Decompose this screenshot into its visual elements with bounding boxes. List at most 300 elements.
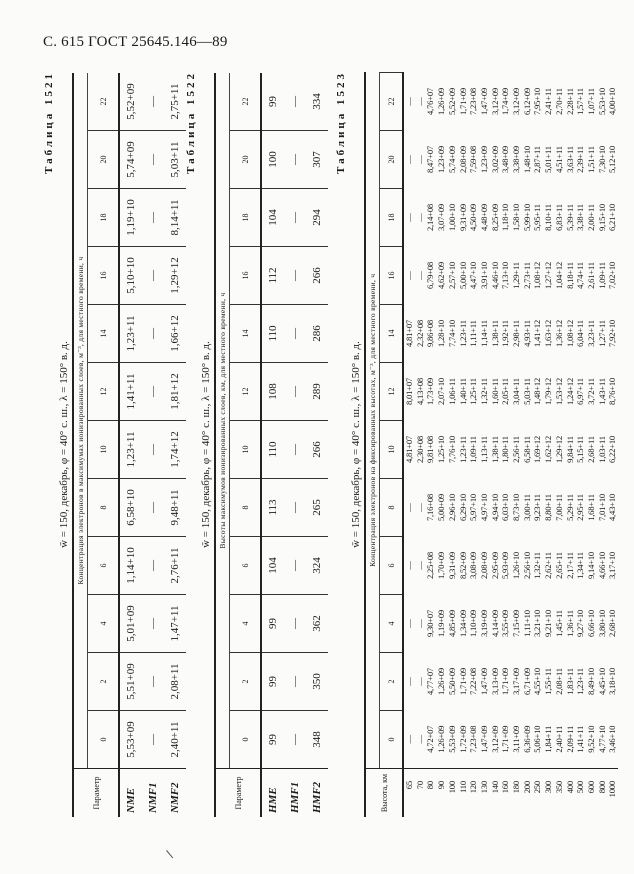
cell-value: 1,24+12 <box>564 377 575 406</box>
group-header: Концентрация электронов в максимумах ионизированных слоев, м⁻³, для местного времени, ч <box>73 73 88 769</box>
header-row-times <box>88 73 120 817</box>
cell-value: 294 <box>306 189 328 247</box>
cell-value: 4,72+07 <box>425 725 436 753</box>
cell-value: 3,19+09 <box>478 609 489 638</box>
cell-value: — <box>284 363 306 421</box>
cell-value: — <box>142 189 164 247</box>
cell-value: 9,30+07 <box>425 609 436 638</box>
cell-value: 2,56+11 <box>511 436 522 463</box>
cell-value: 1,71+09 <box>457 87 468 116</box>
row-label: 70 <box>415 769 426 818</box>
cell-value: 3,02+09 <box>489 145 500 174</box>
cell-value: 286 <box>306 305 328 363</box>
cell-value: 1,41+12 <box>532 319 543 348</box>
cell-value: 9,84+11 <box>564 436 575 463</box>
cell-value: 1,09+11 <box>468 436 479 463</box>
cell-value: 2,17+11 <box>564 552 575 579</box>
cell-value: 6,03+10 <box>500 493 511 522</box>
cell-value: 5,52+09 <box>446 87 457 116</box>
cell-value: 3,63+11 <box>564 146 575 173</box>
table-1522 <box>214 73 328 817</box>
cell-value: 5,03+11 <box>164 131 186 189</box>
cell-value: 104 <box>261 189 284 247</box>
row-label: 180 <box>511 769 522 818</box>
cell-value: 2,68+11 <box>585 436 596 463</box>
cell-value: — <box>284 421 306 479</box>
table-row <box>415 73 426 818</box>
cell-value: — <box>284 247 306 305</box>
cell-value: 8,76+10 <box>607 377 618 406</box>
cell-value: — <box>142 363 164 421</box>
cell-value: — <box>142 421 164 479</box>
cell-value: 1,08+12 <box>564 319 575 348</box>
time-header: 22 <box>380 73 404 131</box>
cell-value: 1,40+11 <box>457 378 468 405</box>
cell-value: 7,30+10 <box>596 145 607 174</box>
cell-value: 1,74+09 <box>500 87 511 116</box>
cell-value: — <box>142 305 164 363</box>
time-header: 20 <box>230 131 262 189</box>
cell-value: 1,19+10 <box>119 189 142 247</box>
table-caption: Таблица 1522 <box>185 71 197 174</box>
cell-value: — <box>284 305 306 363</box>
cell-value: — <box>284 537 306 595</box>
row-label: 800 <box>597 769 608 818</box>
cell-value: 1,26+09 <box>436 87 447 116</box>
row-label: 160 <box>500 769 511 818</box>
cell-value: 5,52+09 <box>125 83 137 120</box>
row-label: 80 <box>425 769 436 818</box>
param-header: Параметр <box>215 769 261 818</box>
cell-value: 2,61+11 <box>585 262 596 289</box>
cell-value: 5,00+10 <box>457 261 468 290</box>
cell-value: 100 <box>261 131 284 189</box>
table-1523-block <box>335 67 618 822</box>
table-row <box>164 73 186 817</box>
table-row <box>447 73 458 818</box>
cell-value: 1,60+11 <box>489 378 500 405</box>
header-row-times <box>230 73 262 817</box>
cell-value: 1,55+11 <box>543 668 554 695</box>
cell-value: 2,70+11 <box>553 88 564 115</box>
cell-value: 2,96+10 <box>446 493 457 522</box>
cell-value: 4,66+10 <box>596 551 607 580</box>
cell-value: 2,40+11 <box>553 725 564 753</box>
cell-value: 2,95+11 <box>575 494 586 521</box>
header-row-group <box>73 73 88 817</box>
time-header: 4 <box>380 595 404 653</box>
cell-value: 2,62+11 <box>543 552 554 579</box>
time-header: 12 <box>88 363 120 421</box>
time-header: 22 <box>230 73 262 131</box>
cell-value: 4,81+07 <box>404 319 414 348</box>
cell-value: 8,73+10 <box>511 493 522 522</box>
time-header: 2 <box>380 653 404 711</box>
time-header: 18 <box>88 189 120 247</box>
cell-value: 104 <box>261 537 284 595</box>
cell-value: 2,98+11 <box>511 320 522 347</box>
cell-value: 1,84+11 <box>543 725 554 753</box>
cell-value: — <box>404 503 414 512</box>
table-1521 <box>72 73 186 817</box>
cell-value: 1,10+09 <box>468 609 479 638</box>
time-header: 2 <box>88 653 120 711</box>
cell-value: 1,58+10 <box>511 203 522 232</box>
cell-value: 1,18+10 <box>500 203 511 232</box>
cell-value: 1,48+12 <box>532 377 543 406</box>
table-row <box>425 73 436 818</box>
cell-value: 1,26+09 <box>436 667 447 696</box>
row-label: HMF1 <box>284 769 306 818</box>
cell-value: 1,57+11 <box>575 88 586 115</box>
time-header: 14 <box>380 305 404 363</box>
cell-value: 1,00+10 <box>446 203 457 232</box>
cell-value: 1,38+11 <box>489 320 500 347</box>
cell-value: 3,55+09 <box>500 609 511 638</box>
cell-value: 2,14+08 <box>425 203 436 232</box>
cell-value: 4,74+11 <box>575 262 586 289</box>
cell-value: — <box>414 735 425 744</box>
time-header: 6 <box>230 537 262 595</box>
cell-value: 1,26+09 <box>436 725 447 753</box>
row-label: NMF1 <box>142 769 164 818</box>
cell-value: — <box>142 479 164 537</box>
table-row <box>511 73 522 818</box>
cell-value: — <box>404 735 414 744</box>
cell-value: 9,48+11 <box>164 479 186 537</box>
cell-value: 2,30+08 <box>414 435 425 464</box>
cell-value: 5,03+11 <box>521 378 532 405</box>
pen-mark <box>166 844 181 859</box>
header-row-times <box>380 73 404 818</box>
cell-value: — <box>289 96 301 107</box>
cell-value: 1,23+11 <box>119 305 142 363</box>
table-row <box>532 73 543 818</box>
cell-value: 1,63+12 <box>543 319 554 348</box>
cell-value: 2,87+11 <box>532 146 543 173</box>
cell-value: 307 <box>306 131 328 189</box>
cell-value: 9,15+10 <box>596 203 607 232</box>
cell-value: 4,77+07 <box>425 667 436 696</box>
cell-value: 9,86+08 <box>425 319 436 348</box>
cell-value: 1,23+11 <box>119 421 142 479</box>
cell-value: 2,41+11 <box>543 88 554 115</box>
cell-value: — <box>404 271 414 280</box>
cell-value: 5,74+09 <box>446 145 457 174</box>
time-header: 12 <box>380 363 404 421</box>
cell-value: 266 <box>306 247 328 305</box>
cell-value: — <box>404 155 414 164</box>
cell-value: 108 <box>261 363 284 421</box>
cell-value: 6,21+10 <box>607 203 618 232</box>
cell-value: 1,06+11 <box>446 378 457 405</box>
cell-value: 2,75+11 <box>169 83 181 120</box>
cell-value: — <box>284 653 306 711</box>
time-header: 22 <box>88 73 120 131</box>
table-row <box>458 73 469 818</box>
cell-value: — <box>284 479 306 537</box>
cell-value: 7,13+10 <box>500 261 511 290</box>
cell-value: 5,12+10 <box>607 145 618 174</box>
row-label: 90 <box>436 769 447 818</box>
cell-value: 1,72+09 <box>457 725 468 753</box>
table-1523 <box>364 72 618 817</box>
cell-value: 350 <box>306 653 328 711</box>
cell-value: 1,11+11 <box>468 320 479 347</box>
cell-value: 6,12+09 <box>521 87 532 116</box>
table-1521-block <box>43 67 186 822</box>
cell-value: — <box>142 711 164 769</box>
cell-value: 4,13+08 <box>414 377 425 406</box>
time-header: 16 <box>230 247 262 305</box>
row-label: 140 <box>490 769 501 818</box>
cell-value: 99 <box>261 595 284 653</box>
table-row <box>586 73 597 818</box>
cell-value: 2,40+11 <box>164 711 186 769</box>
cell-value: 1,38+11 <box>489 436 500 463</box>
cell-value: 1,25+10 <box>436 435 447 464</box>
table-title: w̄ = 150, декабрь, φ = 40° с. ш., λ = 150° в. д. <box>58 341 70 548</box>
cell-value: 1,74+12 <box>164 421 186 479</box>
cell-value: — <box>142 595 164 653</box>
cell-value: 1,45+11 <box>553 610 564 637</box>
cell-value: 1,79+12 <box>543 377 554 406</box>
cell-value: 1,80+11 <box>500 436 511 463</box>
cell-value: 4,50+09 <box>468 203 479 232</box>
cell-value: 6,29+10 <box>457 493 468 522</box>
cell-value: 4,94+10 <box>489 493 500 522</box>
cell-value: 7,15+09 <box>511 609 522 638</box>
cell-value: 5,01+11 <box>543 146 554 173</box>
cell-value: 5,29+11 <box>564 494 575 521</box>
param-header: Параметр <box>73 769 119 818</box>
table-row <box>597 73 608 818</box>
cell-value: 8,14+11 <box>164 189 186 247</box>
table-row <box>554 73 565 818</box>
time-header: 8 <box>88 479 120 537</box>
cell-value: 1,43+11 <box>596 378 607 405</box>
cell-value: 1,26+10 <box>511 551 522 580</box>
cell-value: 9,31+09 <box>446 551 457 580</box>
cell-value: 3,18+10 <box>607 667 618 696</box>
cell-value: 3,80+10 <box>596 609 607 638</box>
cell-value: 3,11+09 <box>511 725 522 753</box>
cell-value: 110 <box>261 421 284 479</box>
time-header: 10 <box>88 421 120 479</box>
cell-value: 4,55+10 <box>532 667 543 696</box>
cell-value: 3,04+11 <box>511 378 522 405</box>
cell-value: — <box>404 561 414 570</box>
cell-value: 5,51+09 <box>119 653 142 711</box>
time-header: 0 <box>88 711 120 769</box>
cell-value: 3,00+11 <box>521 494 532 521</box>
time-header: 20 <box>380 131 404 189</box>
table-row <box>479 73 490 818</box>
cell-value: 8,52+09 <box>457 551 468 580</box>
time-header: 4 <box>88 595 120 653</box>
cell-value: 2,09+11 <box>564 725 575 753</box>
row-label: 200 <box>522 769 533 818</box>
time-header: 14 <box>230 305 262 363</box>
cell-value: 5,99+10 <box>521 203 532 232</box>
table-row <box>306 73 328 817</box>
cell-value: 1,29+11 <box>511 262 522 289</box>
table-row <box>142 73 164 817</box>
cell-value: 6,36+09 <box>521 725 532 753</box>
table-row <box>261 73 284 817</box>
group-header: Высоты максимумов ионизированных слоев, км, для местного времени, ч <box>215 73 230 769</box>
cell-value: 1,23+11 <box>457 320 468 347</box>
cell-value: 4,77+10 <box>596 725 607 753</box>
cell-value: — <box>414 561 425 570</box>
cell-value: 3,07+09 <box>436 203 447 232</box>
cell-value: 7,22+08 <box>468 667 479 696</box>
table-row <box>468 73 479 818</box>
cell-value: 4,62+09 <box>436 261 447 290</box>
cell-value: 7,23+08 <box>468 725 479 753</box>
cell-value: 8,47+07 <box>425 145 436 174</box>
cell-value: 5,15+11 <box>575 436 586 463</box>
cell-value: 9,81+08 <box>425 435 436 464</box>
cell-value: 5,95+11 <box>532 204 543 231</box>
cell-value: 3,23+11 <box>585 320 596 347</box>
cell-value: 4,81+07 <box>404 435 414 464</box>
cell-value: 6,71+09 <box>521 667 532 696</box>
cell-value: 5,00+09 <box>436 493 447 522</box>
cell-value: — <box>404 619 414 628</box>
cell-value: 6,58+11 <box>521 436 532 463</box>
cell-value: 7,74+10 <box>446 319 457 348</box>
cell-value: 1,27+11 <box>596 320 607 347</box>
cell-value: — <box>414 677 425 686</box>
table-row <box>565 73 576 818</box>
row-label: NME <box>119 769 142 818</box>
cell-value: 6,97+11 <box>575 378 586 405</box>
table-row <box>403 73 415 818</box>
cell-value: 289 <box>306 363 328 421</box>
time-header: 16 <box>88 247 120 305</box>
cell-value: 1,83+11 <box>564 668 575 695</box>
cell-value: 4,48+09 <box>478 203 489 232</box>
cell-value: 1,70+09 <box>436 551 447 580</box>
time-header: 18 <box>380 189 404 247</box>
row-label: 500 <box>575 769 586 818</box>
table-row <box>284 73 306 817</box>
cell-value: 1,36+11 <box>564 610 575 637</box>
cell-value: 1,73+09 <box>425 377 436 406</box>
cell-value: 5,06+10 <box>532 725 543 753</box>
cell-value: 3,38+09 <box>511 145 522 174</box>
cell-value: — <box>142 131 164 189</box>
table-title: w̄ = 150, декабрь, φ = 40° с. ш., λ = 150° в. д. <box>350 341 362 548</box>
row-label: HME <box>261 769 284 818</box>
cell-value: — <box>284 595 306 653</box>
time-header: 18 <box>230 189 262 247</box>
time-header: 0 <box>230 711 262 769</box>
cell-value: 5,50+09 <box>446 667 457 696</box>
cell-value: 5,53+09 <box>446 725 457 753</box>
cell-value: 3,12+09 <box>489 725 500 753</box>
cell-value: 3,46+10 <box>607 725 618 753</box>
cell-value: — <box>404 677 414 686</box>
cell-value: 5,53+09 <box>119 711 142 769</box>
cell-value: 1,27+12 <box>543 261 554 290</box>
row-label: 65 <box>403 769 415 818</box>
cell-value: 9,21+10 <box>543 609 554 638</box>
cell-value: — <box>404 97 414 106</box>
cell-value: 7,76+10 <box>446 435 457 464</box>
time-header: 10 <box>380 421 404 479</box>
cell-value: 4,76+07 <box>425 87 436 116</box>
table-title: w̄ = 150, декабрь, φ = 40° с. ш., λ = 150° в. д. <box>200 341 212 548</box>
cell-value: 1,32+11 <box>532 552 543 579</box>
cell-value: 1,23+11 <box>575 668 586 695</box>
cell-value: 1,47+09 <box>478 667 489 696</box>
cell-value: 2,05+11 <box>500 378 511 405</box>
cell-value: — <box>414 619 425 628</box>
cell-value: 8,49+10 <box>585 667 596 696</box>
cell-value: 2,08+09 <box>457 145 468 174</box>
cell-value: 1,32+11 <box>478 378 489 405</box>
time-header: 4 <box>230 595 262 653</box>
cell-value: 2,32+08 <box>414 319 425 348</box>
cell-value: 1,47+09 <box>478 87 489 116</box>
row-label: 120 <box>468 769 479 818</box>
cell-value: 1,04+12 <box>553 261 564 290</box>
cell-value: 9,27+10 <box>575 609 586 638</box>
cell-value: 4,47+10 <box>468 261 479 290</box>
table-row <box>543 73 554 818</box>
cell-value: 348 <box>306 711 328 769</box>
row-label: 350 <box>554 769 565 818</box>
cell-value: 1,23+11 <box>457 436 468 463</box>
cell-value: 1,25+11 <box>468 378 479 405</box>
cell-value: 4,00+10 <box>607 87 618 116</box>
cell-value: 8,25+09 <box>489 203 500 232</box>
cell-value: 2,08+11 <box>553 668 564 695</box>
row-label: HMF2 <box>306 769 328 818</box>
cell-value: 2,68+10 <box>607 609 618 638</box>
cell-value: 1,71+09 <box>457 667 468 696</box>
time-header: 8 <box>380 479 404 537</box>
cell-value: 1,47+11 <box>164 595 186 653</box>
cell-value: 3,48+09 <box>500 145 511 174</box>
cell-value: 1,07+11 <box>585 88 596 115</box>
cell-value: 2,57+10 <box>446 261 457 290</box>
table-caption: Таблица 1521 <box>43 71 55 174</box>
cell-value: 2,08+09 <box>478 551 489 580</box>
row-label: 300 <box>543 769 554 818</box>
cell-value: 2,08+11 <box>164 653 186 711</box>
cell-value: 7,23+08 <box>468 87 479 116</box>
cell-value: 9,31+09 <box>457 203 468 232</box>
cell-value: 1,53+12 <box>553 377 564 406</box>
cell-value: 1,14+11 <box>478 320 489 347</box>
cell-value: 1,28+10 <box>436 319 447 348</box>
cell-value: 7,59+08 <box>468 145 479 174</box>
cell-value: 5,74+09 <box>119 131 142 189</box>
cell-value: 6,66+10 <box>585 609 596 638</box>
time-header: 14 <box>88 305 120 363</box>
row-label: 400 <box>565 769 576 818</box>
header-row-group <box>365 73 380 818</box>
cell-value: — <box>142 653 164 711</box>
cell-value: 1,36+12 <box>553 319 564 348</box>
table-row <box>500 73 511 818</box>
cell-value: 1,66+12 <box>164 305 186 363</box>
cell-value: 1,71+09 <box>500 725 511 753</box>
cell-value: 6,79+08 <box>425 261 436 290</box>
